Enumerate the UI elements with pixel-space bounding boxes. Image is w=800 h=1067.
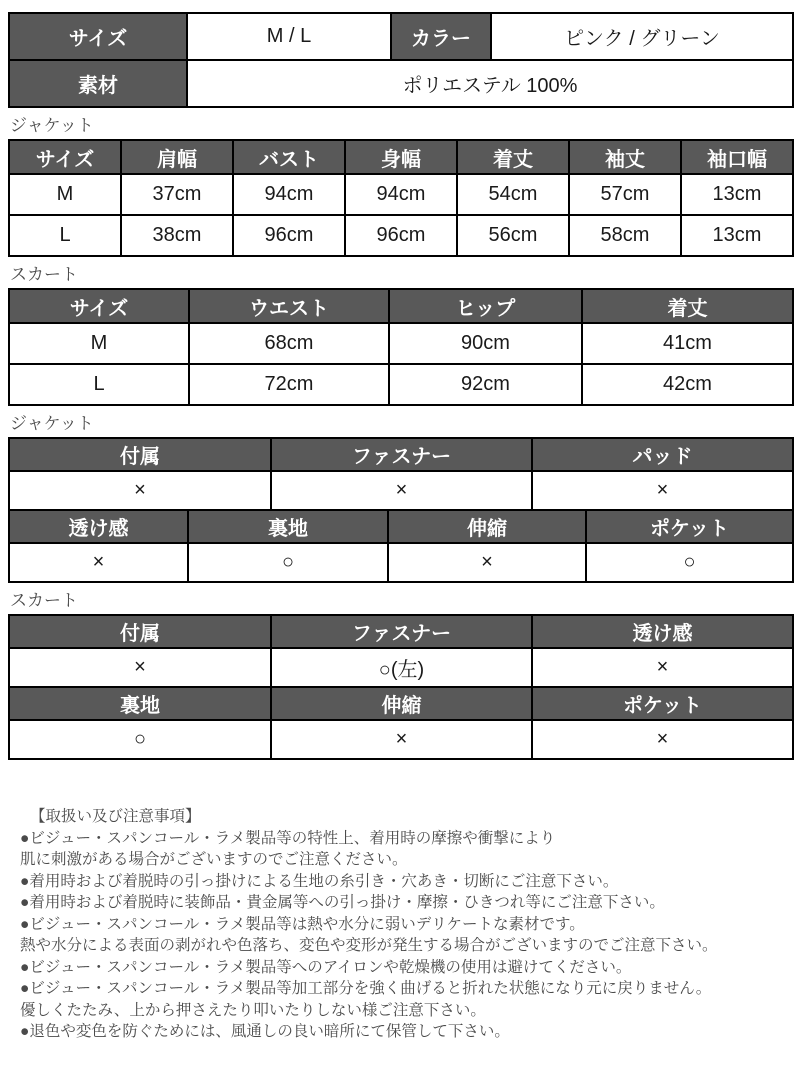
measure-cell: 37cm: [121, 174, 233, 215]
spec-mark: ×: [9, 648, 271, 687]
measure-cell: 56cm: [457, 215, 569, 256]
spec-header: 透け感: [9, 510, 188, 543]
material-label: 素材: [9, 60, 187, 107]
column-header: ヒップ: [389, 289, 582, 323]
skirt-size-table: [8, 288, 794, 406]
spec-mark: ×: [532, 471, 793, 510]
spec-header: ポケット: [586, 510, 793, 543]
spec-mark: ○: [188, 543, 388, 582]
column-header: 肩幅: [121, 140, 233, 174]
measure-cell: 94cm: [345, 174, 457, 215]
measure-cell: 96cm: [233, 215, 345, 256]
measure-cell: 38cm: [121, 215, 233, 256]
column-header: 袖口幅: [681, 140, 793, 174]
measure-cell: 94cm: [233, 174, 345, 215]
measure-cell: 72cm: [189, 364, 389, 405]
note-line: ●退色や変色を防ぐためには、風通しの良い暗所にて保管して下さい。: [20, 1023, 510, 1040]
jacket-spec-table-top: [8, 437, 794, 511]
spec-mark: ×: [532, 720, 793, 759]
measure-cell: 90cm: [389, 323, 582, 364]
note-line: ●着用時および着脱時の引っ掛けによる生地の糸引き・穴あき・切断にご注意下さい。: [20, 872, 619, 890]
measure-cell: 92cm: [389, 364, 582, 405]
note-line: 優しくたたみ、上から押さえたり叩いたりしない様ご注意下さい。: [20, 1001, 486, 1019]
jacket-spec-value-row-2: [9, 543, 793, 582]
measure-cell: 41cm: [582, 323, 793, 364]
column-header: ウエスト: [189, 289, 389, 323]
column-header: バスト: [233, 140, 345, 174]
spec-header: 透け感: [532, 615, 793, 648]
spec-mark: ×: [271, 720, 532, 759]
measure-cell: 13cm: [681, 174, 793, 215]
skirt-spec-header-row-1: [9, 615, 793, 648]
note-line: ●ビジュー・スパンコール・ラメ製品等は熱や水分に弱いデリケートな素材です。: [20, 915, 585, 933]
note-line: ●ビジュー・スパンコール・ラメ製品等の特性上、着用時の摩擦や衝撃により: [20, 829, 556, 847]
note-line: ●ビジュー・スパンコール・ラメ製品等へのアイロンや乾燥機の使用は避けてください。: [20, 958, 632, 976]
spec-mark: ×: [9, 543, 188, 582]
skirt-size-header-row: [9, 289, 793, 323]
skirt-size-row-m: [9, 323, 793, 364]
spec-mark: ○: [9, 720, 271, 759]
spec-header: 裏地: [9, 687, 271, 720]
jacket-size-row-l: [9, 215, 793, 256]
size-cell: M: [9, 174, 121, 215]
spec-header: 伸縮: [388, 510, 586, 543]
skirt-size-section-label: スカート: [10, 265, 78, 284]
note-line: ●着用時および着脱時に装飾品・貴金属等への引っ掛け・摩擦・ひきつれ等にご注意下さい。: [20, 894, 665, 911]
summary-row-1: [9, 13, 793, 60]
spec-header: ファスナー: [271, 615, 532, 648]
measure-cell: 57cm: [569, 174, 681, 215]
column-header: サイズ: [9, 140, 121, 174]
jacket-size-table: [8, 139, 794, 257]
jacket-spec-header-row-2: [9, 510, 793, 543]
jacket-spec-table-bottom: [8, 509, 794, 583]
measure-cell: 42cm: [582, 364, 793, 405]
size-cell: L: [9, 215, 121, 256]
column-header: 袖丈: [569, 140, 681, 174]
spec-header: 付属: [9, 615, 271, 648]
jacket-size-section-label: ジャケット: [10, 116, 94, 135]
measure-cell: 58cm: [569, 215, 681, 256]
color-value: ピンク / グリーン: [491, 13, 793, 60]
spec-mark: ×: [388, 543, 586, 582]
spec-mark: ×: [532, 648, 793, 687]
note-line: ●ビジュー・スパンコール・ラメ製品等加工部分を強く曲げると折れた状態になり元に戻りません。: [20, 980, 712, 997]
spec-header: 伸縮: [271, 687, 532, 720]
jacket-spec-header-row-1: [9, 438, 793, 471]
spec-header: ファスナー: [271, 438, 532, 471]
summary-table: [8, 12, 794, 108]
care-notes: [8, 806, 792, 1043]
spec-header: ポケット: [532, 687, 793, 720]
jacket-spec-value-row-1: [9, 471, 793, 510]
size-cell: M: [9, 323, 189, 364]
spec-mark: ○: [586, 543, 793, 582]
measure-cell: 96cm: [345, 215, 457, 256]
spec-mark: ○(左): [271, 648, 532, 687]
column-header: 着丈: [457, 140, 569, 174]
care-notes-title: 【取扱い及び注意事項】: [30, 808, 201, 825]
spec-mark: ×: [271, 471, 532, 510]
note-line: 熱や水分による表面の剥がれや色落ち、変色や変形が発生する場合がございますのでご注意下さい。: [20, 937, 718, 954]
measure-cell: 13cm: [681, 215, 793, 256]
skirt-spec-value-row-2: [9, 720, 793, 759]
spec-mark: ×: [9, 471, 271, 510]
spec-header: パッド: [532, 438, 793, 471]
column-header: 身幅: [345, 140, 457, 174]
note-line: 肌に刺激がある場合がございますのでご注意ください。: [20, 851, 408, 868]
skirt-spec-section-label: スカート: [10, 591, 78, 610]
column-header: サイズ: [9, 289, 189, 323]
summary-row-2: [9, 60, 793, 107]
jacket-spec-section-label: ジャケット: [10, 414, 94, 433]
spec-header: 付属: [9, 438, 271, 471]
measure-cell: 68cm: [189, 323, 389, 364]
skirt-spec-header-row-2: [9, 687, 793, 720]
spec-header: 裏地: [188, 510, 388, 543]
color-label: カラー: [391, 13, 491, 60]
skirt-size-row-l: [9, 364, 793, 405]
size-label: サイズ: [9, 13, 187, 60]
skirt-spec-table: [8, 614, 794, 760]
column-header: 着丈: [582, 289, 793, 323]
material-value: ポリエステル 100%: [187, 60, 793, 107]
measure-cell: 54cm: [457, 174, 569, 215]
jacket-size-row-m: [9, 174, 793, 215]
jacket-size-header-row: [9, 140, 793, 174]
size-value: M / L: [187, 13, 391, 60]
size-cell: L: [9, 364, 189, 405]
skirt-spec-value-row-1: [9, 648, 793, 687]
